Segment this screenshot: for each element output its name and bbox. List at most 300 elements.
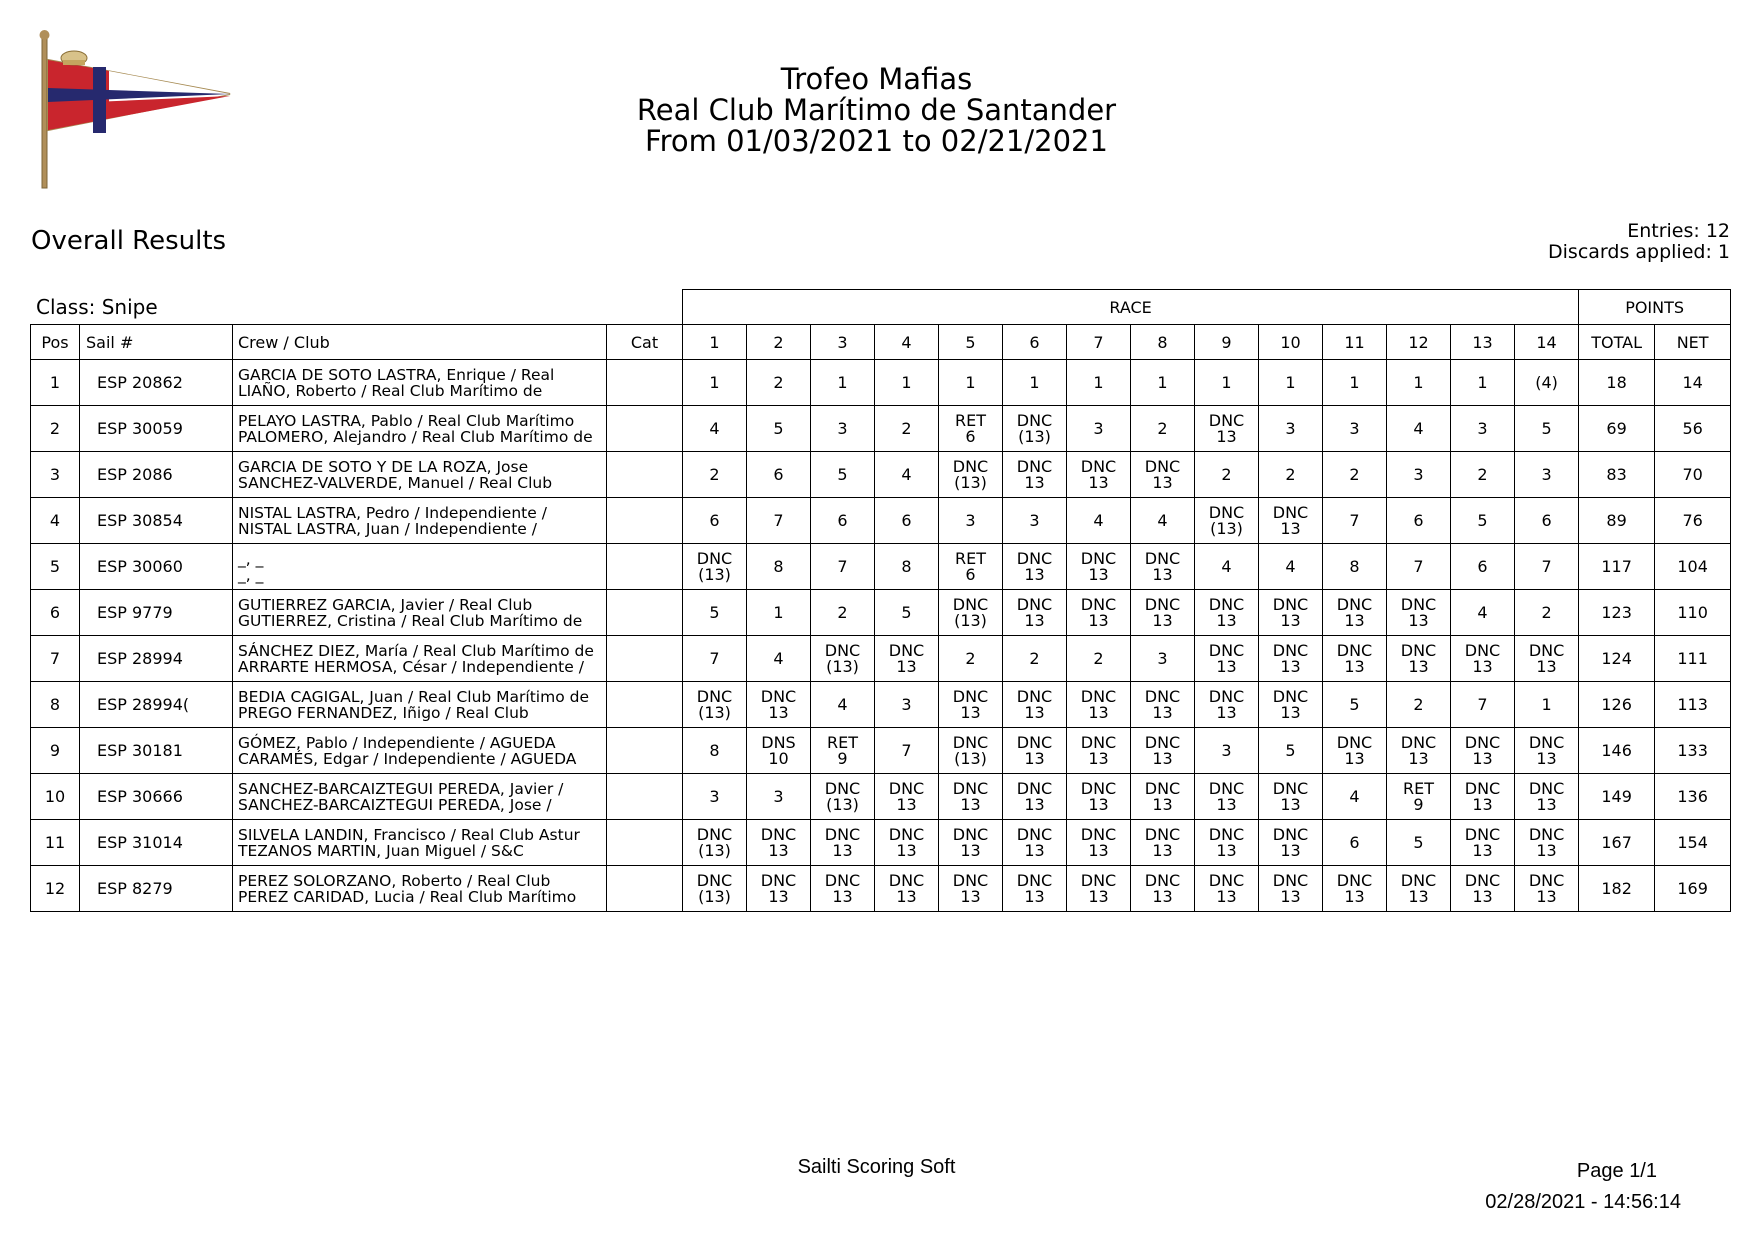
race-score-line: 13 (1472, 840, 1493, 860)
crew-line: BEDIA CAGIGAL, Juan / Real Club Marítimo de (238, 687, 589, 706)
race-score-line: 2 (1093, 648, 1104, 668)
crew-line: SANCHEZ-BARCAIZTEGUI PEREDA, Javier / (238, 779, 564, 798)
race-score-cell (1067, 360, 1131, 406)
position-cell: 6 (31, 590, 80, 636)
race-score-cell (1323, 544, 1387, 590)
race-score-line: DNC (1208, 410, 1245, 430)
race-score-cell (939, 452, 1003, 498)
race-score-line: DNC (1080, 824, 1117, 844)
race-score-line: 13 (1024, 610, 1045, 630)
race-score-cell (875, 590, 939, 636)
race-score-line: DNC (1080, 594, 1117, 614)
race-score-line: 13 (768, 886, 789, 906)
race-score-line: DNC (952, 870, 989, 890)
total-points-cell: 182 (1579, 866, 1655, 912)
total-points-cell: 117 (1579, 544, 1655, 590)
race-score-cell (1003, 360, 1067, 406)
race-score-cell (747, 406, 811, 452)
column-header: 3 (811, 325, 875, 360)
race-score-line: 13 (1472, 794, 1493, 814)
race-score-line: 3 (1349, 418, 1360, 438)
position-cell: 5 (31, 544, 80, 590)
net-points-cell: 104 (1655, 544, 1731, 590)
crew-club-cell (233, 682, 607, 728)
race-score-cell (1067, 774, 1131, 820)
race-score-line: 6 (965, 426, 976, 446)
race-score-cell (747, 866, 811, 912)
race-score-cell (1259, 590, 1323, 636)
crew-line: LIAÑO, Roberto / Real Club Marítimo de (238, 381, 543, 400)
race-score-cell (1259, 774, 1323, 820)
race-score-line: 2 (773, 372, 784, 392)
race-score-line: 4 (1477, 602, 1488, 622)
race-score-line: 13 (768, 840, 789, 860)
race-score-cell (1259, 452, 1323, 498)
race-score-line: DNC (1080, 778, 1117, 798)
race-score-cell (1323, 360, 1387, 406)
column-header: 13 (1451, 325, 1515, 360)
race-score-cell (1067, 544, 1131, 590)
race-score-line: DNC (696, 824, 733, 844)
race-score-line: (13) (954, 748, 987, 768)
race-score-line: 13 (1024, 794, 1045, 814)
race-score-line: DNC (760, 686, 797, 706)
race-score-line: 13 (1024, 748, 1045, 768)
crew-club-cell (233, 406, 607, 452)
race-score-cell (1451, 544, 1515, 590)
sail-number-cell: ESP 28994( (80, 682, 233, 728)
position-cell: 1 (31, 360, 80, 406)
race-score-line: 2 (901, 418, 912, 438)
race-score-line: DNC (1336, 732, 1373, 752)
race-score-cell (1515, 360, 1579, 406)
class-label: Class: Snipe (36, 295, 158, 319)
crew-club-cell (233, 452, 607, 498)
race-score-cell (811, 866, 875, 912)
race-score-line: RET (827, 732, 858, 752)
race-score-cell (1067, 866, 1131, 912)
race-score-line: 13 (1152, 472, 1173, 492)
race-score-line: 13 (1152, 886, 1173, 906)
total-points-cell: 126 (1579, 682, 1655, 728)
total-points-cell: 149 (1579, 774, 1655, 820)
total-points-cell: 123 (1579, 590, 1655, 636)
race-score-line: 13 (768, 702, 789, 722)
net-points-cell: 110 (1655, 590, 1731, 636)
crew-line: NISTAL LASTRA, Pedro / Independiente / (238, 503, 547, 522)
race-score-line: (13) (954, 472, 987, 492)
race-score-line: 13 (1152, 702, 1173, 722)
race-score-line: 4 (1413, 418, 1424, 438)
race-score-line: (13) (954, 610, 987, 630)
total-points-cell: 167 (1579, 820, 1655, 866)
race-score-line: 13 (1536, 886, 1557, 906)
discards-applied: Discards applied: 1 (1548, 241, 1730, 263)
race-score-line: DNC (1144, 732, 1181, 752)
race-score-line: 13 (1216, 702, 1237, 722)
net-points-cell: 133 (1655, 728, 1731, 774)
race-score-cell (1387, 866, 1451, 912)
race-score-cell (1195, 682, 1259, 728)
category-cell (607, 498, 683, 544)
race-score-line: 1 (1285, 372, 1296, 392)
race-score-line: 13 (1344, 886, 1365, 906)
total-points-cell: 124 (1579, 636, 1655, 682)
race-score-cell (811, 820, 875, 866)
software-credit: Sailti Scoring Soft (797, 1156, 956, 1178)
race-score-line: DNC (824, 778, 861, 798)
race-score-line: DNC (1144, 456, 1181, 476)
race-score-line: 13 (1536, 840, 1557, 860)
category-cell (607, 866, 683, 912)
race-score-cell (1451, 590, 1515, 636)
race-score-cell (1515, 728, 1579, 774)
race-score-line: 2 (837, 602, 848, 622)
race-score-line: 3 (965, 510, 976, 530)
race-score-line: (13) (698, 840, 731, 860)
race-score-cell (1067, 636, 1131, 682)
race-score-line: DNC (1528, 640, 1565, 660)
category-cell (607, 360, 683, 406)
crew-line: SILVELA LANDIN, Francisco / Real Club Astur (238, 825, 580, 844)
club-name: Real Club Marítimo de Santander (636, 93, 1117, 127)
race-score-line: 13 (1088, 472, 1109, 492)
race-score-line: 13 (1280, 702, 1301, 722)
race-score-cell (1195, 498, 1259, 544)
race-score-cell (875, 636, 939, 682)
sail-number-cell: ESP 30060 (80, 544, 233, 590)
race-score-line: 3 (1285, 418, 1296, 438)
race-score-line: DNC (888, 870, 925, 890)
net-points-cell: 14 (1655, 360, 1731, 406)
race-score-cell (1323, 406, 1387, 452)
race-score-cell (1195, 636, 1259, 682)
race-score-line: 13 (1024, 886, 1045, 906)
race-score-line: DNC (952, 594, 989, 614)
position-cell: 4 (31, 498, 80, 544)
race-score-line: 13 (1536, 794, 1557, 814)
race-score-line: 5 (837, 464, 848, 484)
category-cell (607, 774, 683, 820)
race-score-line: 7 (1541, 556, 1552, 576)
race-score-line: DNC (1016, 870, 1053, 890)
results-body (31, 360, 1731, 912)
sail-number-cell: ESP 8279 (80, 866, 233, 912)
race-score-line: DNC (1272, 502, 1309, 522)
crew-line: _, _ (238, 549, 264, 568)
category-cell (607, 636, 683, 682)
race-score-line: 13 (1472, 886, 1493, 906)
position-cell: 2 (31, 406, 80, 452)
results-table (30, 289, 1731, 912)
race-score-cell (683, 544, 747, 590)
race-score-cell (939, 682, 1003, 728)
race-score-cell (1195, 774, 1259, 820)
column-header: 5 (939, 325, 1003, 360)
race-score-cell (683, 360, 747, 406)
race-score-line: DNC (824, 824, 861, 844)
race-score-line: 7 (1477, 694, 1488, 714)
race-score-cell (1131, 774, 1195, 820)
race-score-cell (1387, 728, 1451, 774)
race-score-cell (683, 406, 747, 452)
crew-line: TEZANOS MARTIN, Juan Miguel / S&C (238, 841, 524, 860)
race-score-line: 13 (960, 886, 981, 906)
race-score-line: 13 (1088, 886, 1109, 906)
race-score-line: DNC (760, 824, 797, 844)
crew-line: SÁNCHEZ DIEZ, María / Real Club Marítimo de (238, 641, 594, 660)
page-footer (1485, 1156, 1681, 1218)
race-score-cell (1195, 728, 1259, 774)
race-score-line: 5 (773, 418, 784, 438)
category-cell (607, 544, 683, 590)
race-score-line: 13 (1408, 886, 1429, 906)
race-score-line: 13 (1216, 610, 1237, 630)
race-score-line: DNC (1208, 502, 1245, 522)
category-cell (607, 590, 683, 636)
category-cell (607, 682, 683, 728)
race-score-line: 2 (1413, 694, 1424, 714)
race-score-line: DNC (1400, 732, 1437, 752)
race-score-line: 6 (1413, 510, 1424, 530)
race-score-cell (1259, 636, 1323, 682)
race-score-line: 13 (1024, 702, 1045, 722)
race-score-line: DNC (952, 456, 989, 476)
race-score-line: DNC (952, 732, 989, 752)
race-score-line: DNC (1080, 686, 1117, 706)
race-score-line: DNC (1464, 824, 1501, 844)
table-row (31, 866, 1731, 912)
race-score-line: DNC (952, 686, 989, 706)
race-score-cell (747, 590, 811, 636)
race-score-cell (1387, 774, 1451, 820)
race-score-cell (811, 590, 875, 636)
crew-line: SANCHEZ-BARCAIZTEGUI PEREDA, Jose / (238, 795, 552, 814)
race-score-cell (875, 728, 939, 774)
crew-club-cell (233, 544, 607, 590)
page-number: Page 1/1 (1576, 1160, 1657, 1182)
race-score-line: 5 (901, 602, 912, 622)
race-score-line: (13) (826, 794, 859, 814)
race-score-line: 5 (1477, 510, 1488, 530)
race-score-line: 2 (1541, 602, 1552, 622)
column-header: 12 (1387, 325, 1451, 360)
race-score-line: DNC (1464, 732, 1501, 752)
race-score-cell (683, 728, 747, 774)
crew-line: NISTAL LASTRA, Juan / Independiente / (238, 519, 537, 538)
race-score-line: DNC (1336, 870, 1373, 890)
race-score-cell (1515, 544, 1579, 590)
race-score-cell (939, 728, 1003, 774)
race-score-line: 1 (1413, 372, 1424, 392)
race-score-cell (1387, 820, 1451, 866)
print-timestamp: 02/28/2021 - 14:56:14 (1485, 1191, 1681, 1213)
race-score-line: 2 (1285, 464, 1296, 484)
race-score-cell (1451, 774, 1515, 820)
sail-number-cell: ESP 20862 (80, 360, 233, 406)
sail-number-cell: ESP 30059 (80, 406, 233, 452)
race-score-cell (747, 544, 811, 590)
race-score-line: 10 (768, 748, 789, 768)
race-score-line: DNC (1272, 594, 1309, 614)
race-score-cell (1003, 820, 1067, 866)
race-score-line: DNS (761, 732, 796, 752)
race-score-cell (1259, 728, 1323, 774)
race-score-line: 13 (960, 702, 981, 722)
race-score-line: DNC (1208, 778, 1245, 798)
race-score-line: DNC (1528, 732, 1565, 752)
table-row (31, 820, 1731, 866)
race-score-line: 2 (1157, 418, 1168, 438)
race-score-cell (747, 360, 811, 406)
race-score-line: 13 (1152, 610, 1173, 630)
race-score-line: 8 (773, 556, 784, 576)
race-score-cell (1131, 682, 1195, 728)
race-score-cell (939, 406, 1003, 452)
entries-count: Entries: 12 (1627, 220, 1730, 242)
race-score-cell (1515, 498, 1579, 544)
race-score-line: 6 (1541, 510, 1552, 530)
race-score-line: 6 (837, 510, 848, 530)
column-header: Pos (31, 325, 80, 360)
net-points-cell: 76 (1655, 498, 1731, 544)
race-score-line: 7 (837, 556, 848, 576)
position-cell: 10 (31, 774, 80, 820)
race-score-line: 13 (1088, 840, 1109, 860)
race-score-cell (683, 774, 747, 820)
race-score-line: 13 (1024, 840, 1045, 860)
race-score-line: 3 (901, 694, 912, 714)
total-points-cell: 18 (1579, 360, 1655, 406)
category-cell (607, 728, 683, 774)
race-score-line: 13 (1216, 886, 1237, 906)
column-header: 7 (1067, 325, 1131, 360)
race-score-line: DNC (1272, 870, 1309, 890)
race-score-line: DNC (1144, 870, 1181, 890)
race-score-line: 3 (1413, 464, 1424, 484)
race-score-cell (875, 544, 939, 590)
race-score-cell (1387, 590, 1451, 636)
race-score-cell (1387, 636, 1451, 682)
race-score-cell (683, 820, 747, 866)
race-score-line: DNC (1144, 686, 1181, 706)
race-score-cell (1195, 820, 1259, 866)
race-score-line: 4 (1157, 510, 1168, 530)
race-score-line: DNC (1208, 640, 1245, 660)
race-score-cell (1323, 590, 1387, 636)
race-score-cell (683, 498, 747, 544)
race-score-cell (939, 820, 1003, 866)
sail-number-cell: ESP 30854 (80, 498, 233, 544)
race-score-line: 1 (1477, 372, 1488, 392)
race-score-line: DNC (1080, 732, 1117, 752)
race-score-cell (1067, 406, 1131, 452)
race-score-cell (811, 406, 875, 452)
table-row (31, 452, 1731, 498)
race-score-line: DNC (824, 640, 861, 660)
race-score-cell (939, 590, 1003, 636)
race-score-line: 13 (1216, 426, 1237, 446)
race-score-line: DNC (1080, 456, 1117, 476)
race-score-line: 5 (1349, 694, 1360, 714)
table-row (31, 728, 1731, 774)
race-score-line: 13 (1472, 748, 1493, 768)
race-score-cell (1003, 590, 1067, 636)
race-score-line: 9 (837, 748, 848, 768)
race-score-cell (1515, 820, 1579, 866)
crew-club-cell (233, 866, 607, 912)
race-score-cell (1131, 360, 1195, 406)
race-score-cell (1515, 452, 1579, 498)
race-score-cell (1387, 452, 1451, 498)
race-score-line: 5 (1413, 832, 1424, 852)
race-score-line: 1 (901, 372, 912, 392)
race-score-cell (1387, 406, 1451, 452)
race-score-line: DNC (1016, 410, 1053, 430)
race-score-line: DNC (1400, 594, 1437, 614)
race-score-cell (1387, 682, 1451, 728)
race-score-cell (1067, 820, 1131, 866)
race-score-line: DNC (1464, 640, 1501, 660)
race-score-line: 7 (1349, 510, 1360, 530)
net-points-cell: 169 (1655, 866, 1731, 912)
points-group-header: POINTS (1579, 290, 1731, 325)
table-row (31, 636, 1731, 682)
race-score-cell (939, 498, 1003, 544)
crew-line: PREGO FERNANDEZ, Iñigo / Real Club (238, 703, 529, 722)
race-score-line: DNC (696, 686, 733, 706)
race-score-cell (747, 820, 811, 866)
race-score-cell (1323, 636, 1387, 682)
race-score-line: 13 (1408, 656, 1429, 676)
race-score-line: DNC (1272, 824, 1309, 844)
race-score-line: (4) (1535, 372, 1558, 392)
race-score-line: DNC (1400, 640, 1437, 660)
race-score-cell (1067, 682, 1131, 728)
column-header: TOTAL (1579, 325, 1655, 360)
column-header: 2 (747, 325, 811, 360)
race-score-line: 13 (1216, 840, 1237, 860)
column-header: 11 (1323, 325, 1387, 360)
race-score-line: 13 (1088, 702, 1109, 722)
column-header-row (31, 325, 1731, 360)
table-row (31, 774, 1731, 820)
race-score-line: RET (955, 410, 986, 430)
crew-club-cell (233, 820, 607, 866)
race-score-line: DNC (1016, 732, 1053, 752)
race-score-cell (683, 590, 747, 636)
race-score-line: 13 (1344, 748, 1365, 768)
race-score-line: 2 (1477, 464, 1488, 484)
race-score-line: DNC (952, 778, 989, 798)
race-score-line: DNC (1528, 778, 1565, 798)
race-score-cell (683, 636, 747, 682)
race-score-cell (1259, 866, 1323, 912)
race-score-line: 13 (1280, 610, 1301, 630)
crew-club-cell (233, 774, 607, 820)
race-score-line: 3 (709, 786, 720, 806)
race-score-cell (1259, 406, 1323, 452)
column-header: 14 (1515, 325, 1579, 360)
race-score-line: 7 (773, 510, 784, 530)
race-score-cell (811, 498, 875, 544)
race-score-line: 1 (1157, 372, 1168, 392)
race-score-cell (1131, 636, 1195, 682)
race-score-line: DNC (1336, 640, 1373, 660)
race-score-cell (1515, 682, 1579, 728)
race-score-line: 3 (1093, 418, 1104, 438)
race-score-line: 9 (1413, 794, 1424, 814)
